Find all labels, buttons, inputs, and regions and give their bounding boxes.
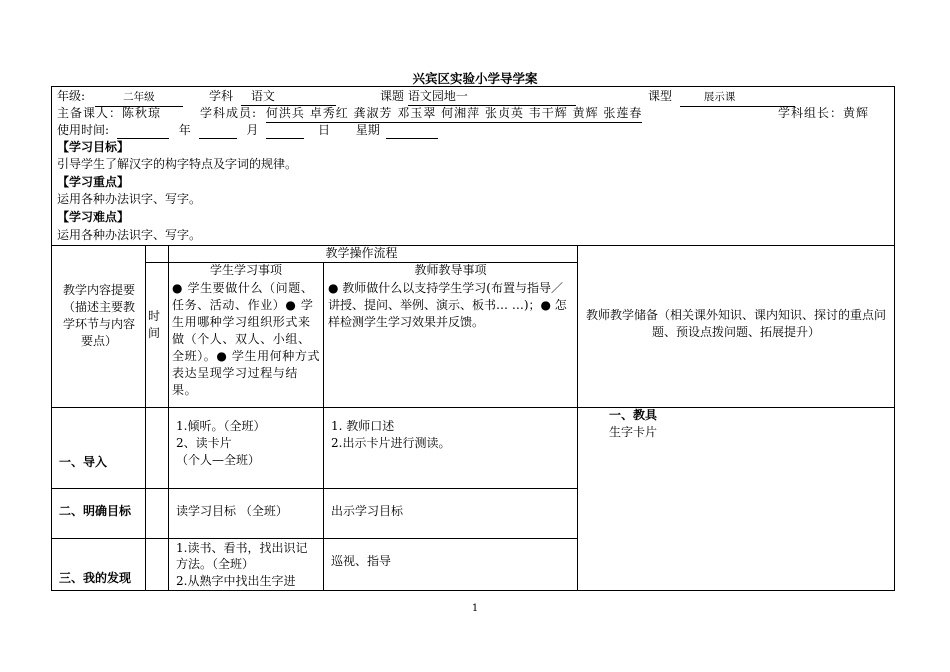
intro-teacher-2: 2.出示卡片进行测读。 [331, 436, 451, 450]
topic-label: 课题 [380, 89, 405, 103]
column-divider [323, 262, 324, 591]
teacher-notes: ● 教师做什么以支持学生学习(布置与指导／讲授、提问、举例、演示、板书… …)；● 怎样检测学生学习效果并反馈。 [328, 281, 567, 329]
teacher-header: 教师教导事项 [414, 263, 487, 277]
difficulty-heading: 【学习难点】 [57, 210, 130, 224]
row-divider [52, 488, 577, 489]
lesson-plan-table [51, 86, 895, 591]
members-value: 何洪兵 卓秀红 龚淑芳 邓玉翠 何湘萍 张贞英 韦干辉 黄辉 张莲春 [266, 105, 643, 123]
page-number: 1 [471, 603, 479, 614]
column-divider [168, 245, 169, 591]
student-header: 学生学习事项 [209, 263, 282, 277]
intro-student-3: （个人—全班） [176, 453, 261, 467]
flow-header: 教学操作流程 [325, 246, 398, 260]
year-label: 年 [178, 123, 191, 137]
discovery-teacher-1: 巡视、指导 [331, 554, 392, 568]
goal-heading: 【学习目标】 [57, 140, 130, 154]
lesson-type-value: 展示课 [680, 89, 795, 107]
discovery-student-2: 方法。（全班） [176, 557, 255, 571]
lead-teacher: 主备课人：陈秋琼 [57, 106, 162, 120]
month-label: 月 [246, 123, 259, 137]
intro-student-1: 1.倾听。（全班） [176, 419, 266, 433]
key-text: 运用各种办法识字、写字。 [57, 192, 202, 206]
grade-label: 年级: [57, 89, 86, 103]
subject-field [209, 88, 336, 106]
column-divider [145, 245, 146, 591]
discovery-student-1: 1.读书、看书，找出识记 [176, 541, 308, 555]
prep-heading: 一、教具 [609, 408, 658, 422]
column-divider [577, 245, 578, 591]
student-notes: ● 学生要做什么（问题、任务、活动、作业）● 学生用哪种学习组织形式来做（个人、双人、小组、全班）。● 学生用何种方式表达呈现学习过程与结果。 [172, 281, 321, 397]
group-leader: 学科组长：黄辉 [778, 106, 870, 120]
key-heading: 【学习重点】 [57, 175, 130, 189]
lesson-type-label: 课型 [648, 89, 673, 103]
page-title: 兴宾区实验小学导学案 [412, 71, 538, 86]
section-goals: 二、明确目标 [59, 504, 132, 518]
usage-time-label: 使用时间: [57, 123, 110, 137]
intro-teacher-1: 1. 教师口述 [331, 419, 395, 433]
prep-header: 教师教学储备（相关课外知识、课内知识、探讨的重点问题、预设点拨问题、拓展提升） [585, 308, 886, 339]
row-divider [52, 538, 577, 539]
day-label: 日 [318, 123, 331, 137]
goals-teacher-1: 出示学习目标 [331, 504, 404, 518]
subject-label: 学科 [209, 89, 234, 103]
content-summary-header: 教学内容提要（描述主要教学环节与内容要点） [62, 283, 135, 348]
difficulty-text: 运用各种办法识字、写字。 [57, 228, 202, 242]
lesson-type-field [648, 88, 795, 107]
prep-text: 生字卡片 [609, 425, 658, 439]
members-label: 学科成员: [200, 106, 258, 120]
grade-value: 二年级 [95, 89, 183, 107]
week-label: 星期 [355, 123, 380, 137]
topic-value: 语文园地一 [408, 88, 576, 106]
time-header: 时间 [148, 309, 161, 340]
goal-text: 引导学生了解汉字的构字特点及字词的规律。 [57, 157, 298, 171]
subject-value: 语文 [241, 88, 336, 106]
section-intro: 一、导入 [59, 455, 108, 469]
discovery-student-3: 2.从熟字中找出生字进 [176, 574, 296, 588]
row-divider [52, 407, 894, 408]
section-discovery: 三、我的发现 [59, 571, 132, 585]
usage-time-field [57, 122, 438, 139]
members-field [200, 105, 642, 123]
goals-student-1: 读学习目标 （全班） [176, 504, 288, 518]
topic-field [380, 88, 576, 106]
intro-student-2: 2、读卡片 [176, 436, 232, 450]
